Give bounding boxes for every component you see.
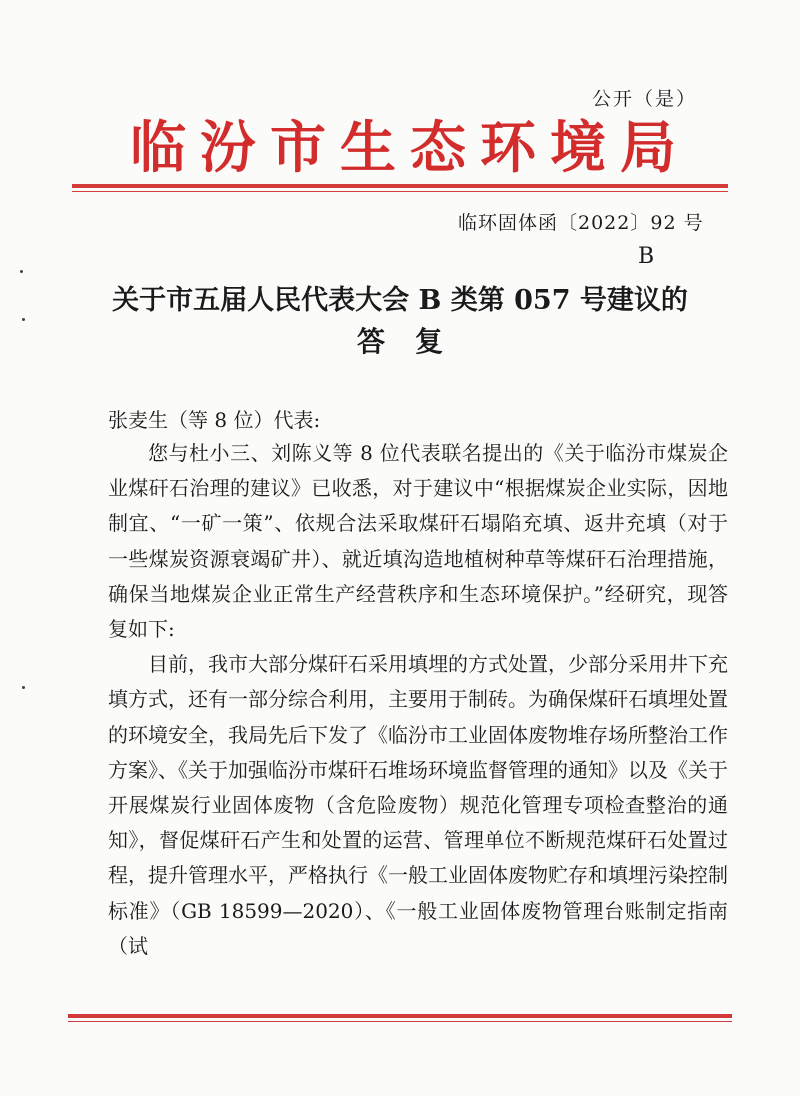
scan-speck: [20, 270, 23, 273]
salutation: 张麦生（等 8 位）代表:: [108, 408, 321, 432]
publicity-label: 公开（是）: [592, 88, 698, 110]
letter-body: [108, 436, 728, 964]
org-header-title: 临汾市生态环境局: [130, 116, 690, 181]
header-rule-thin: [72, 191, 728, 192]
category-mark: B: [638, 244, 655, 269]
header-rule-thick: [72, 184, 728, 188]
scan-speck: [22, 318, 25, 321]
document-title-line-2: 答复: [356, 325, 473, 358]
body-paragraph-1: 您与杜小三、刘陈义等 8 位代表联名提出的《关于临汾市煤炭企业煤矸石治理的建议》已收悉，对于建议中“根据煤炭企业实际，因地制宜、“一矿一策”、依规合法采取煤矸石塌陷充填、返井充填（对于一些煤炭资源衰竭矿井）、就近填沟造地植树种草等煤矸石治理措施，确保当地煤炭企业正常生产经营秩序和生态环境保护。”经研究，现答复如下:: [108, 441, 728, 642]
footer-rule-thick: [68, 1014, 732, 1018]
scan-speck: [22, 686, 25, 689]
document-title-line-1: 关于市五届人民代表大会 B 类第 057 号建议的: [112, 285, 688, 316]
document-number: 临环固体函〔2022〕92 号: [458, 212, 704, 234]
footer-rule-thin: [68, 1021, 732, 1022]
body-paragraph-2: 目前，我市大部分煤矸石采用填埋的方式处置，少部分采用井下充填方式，还有一部分综合利用，主要用于制砖。为确保煤矸石填埋处置的环境安全，我局先后下发了《临汾市工业固体废物堆存场所整治工作方案》、《关于加强临汾市煤矸石堆场环境监督管理的通知》以及《关于开展煤炭行业固体废物（含危险废物）规范化管理专项检查整治的通知》，督促煤矸石产生和处置的运营、管理单位不断规范煤矸石处置过程，提升管理水平，严格执行《一般工业固体废物贮存和填埋污染控制标准》（GB 18599—2020）、《一般工业固体废物管理台账制定指南（试: [108, 652, 728, 958]
